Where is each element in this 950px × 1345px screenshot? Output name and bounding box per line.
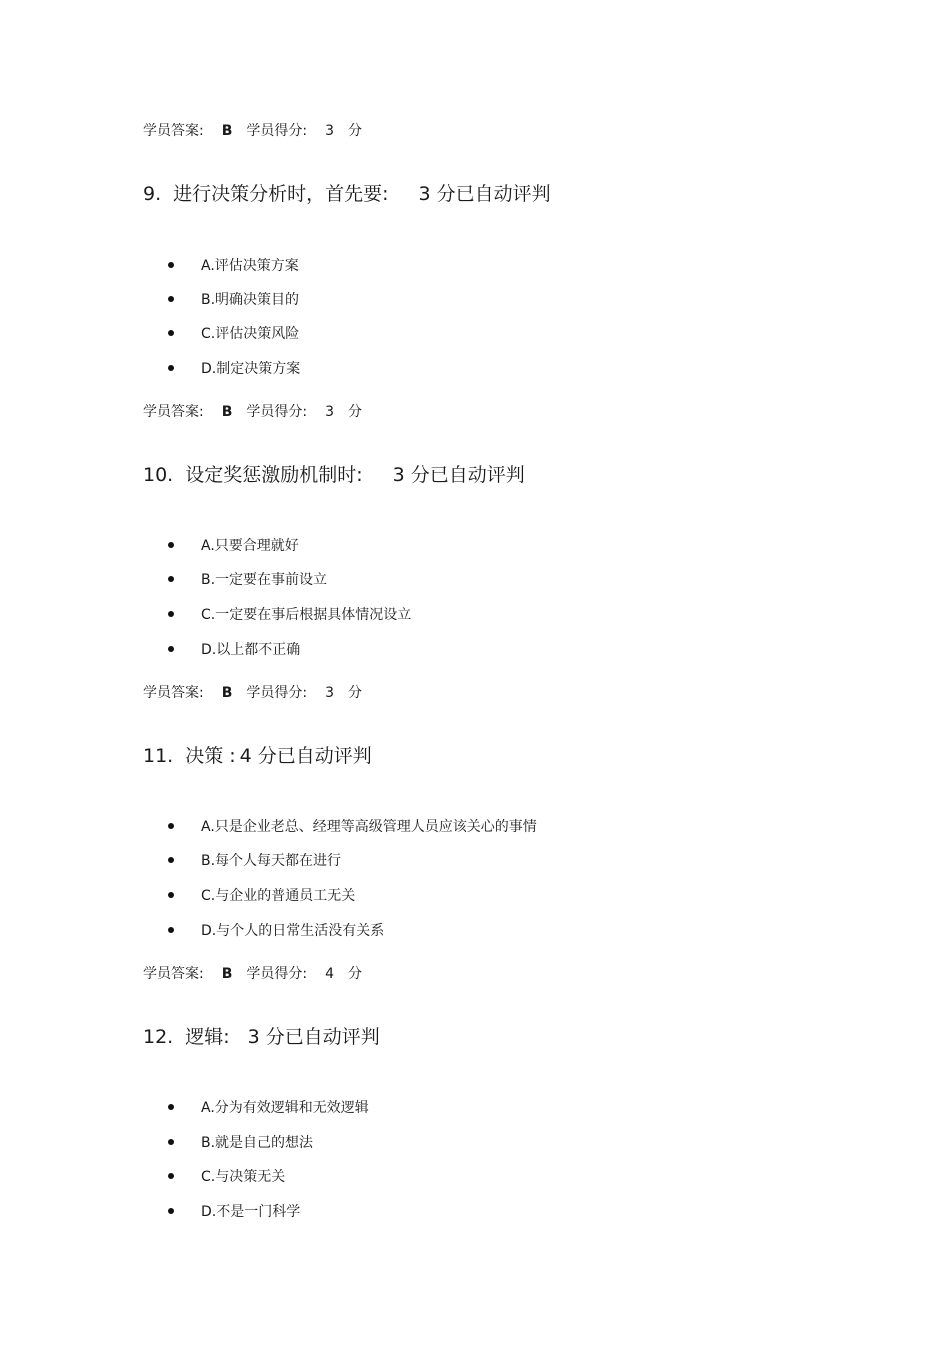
option-item	[168, 255, 299, 275]
option-text: B.就是自己的想法	[201, 1135, 314, 1151]
bullet-icon	[168, 542, 174, 548]
question-text: 设定奖惩激励机制时:	[185, 464, 363, 486]
option-item	[168, 358, 300, 378]
score-unit: 分	[348, 404, 363, 420]
question-title	[143, 460, 525, 487]
option-text: D.制定决策方案	[201, 361, 301, 377]
answer-key: B	[221, 404, 233, 420]
option-item	[168, 1132, 313, 1152]
option-text: D.不是一门科学	[201, 1204, 301, 1220]
question-title	[143, 1022, 380, 1049]
option-item	[168, 323, 299, 343]
answer-label: 学员答案:	[143, 404, 204, 420]
answer-line	[143, 963, 362, 983]
bullet-icon	[168, 892, 174, 898]
question-points: 4 分已自动评判	[239, 745, 372, 767]
answer-key: B	[221, 966, 233, 982]
question-number: 12.	[143, 1026, 174, 1048]
option-text: C.评估决策风险	[201, 326, 300, 342]
option-text: A.评估决策方案	[201, 258, 299, 274]
bullet-icon	[168, 296, 174, 302]
answer-label: 学员答案:	[143, 685, 204, 701]
question-points: 3 分已自动评判	[392, 464, 525, 486]
option-item	[168, 569, 327, 589]
bullet-icon	[168, 927, 174, 933]
bullet-icon	[168, 1173, 174, 1179]
question-text: 逻辑:	[185, 1026, 230, 1048]
option-text: C.与决策无关	[201, 1169, 286, 1185]
option-text: B.一定要在事前设立	[201, 572, 328, 588]
question-number: 9.	[143, 183, 162, 205]
question-points: 3 分已自动评判	[247, 1026, 380, 1048]
question-title	[143, 179, 551, 206]
score-value: 3	[325, 404, 335, 420]
bullet-icon	[168, 262, 174, 268]
option-item	[168, 535, 299, 555]
option-text: B.每个人每天都在进行	[201, 853, 342, 869]
option-text: D.与个人的日常生活没有关系	[201, 923, 385, 939]
score-unit: 分	[348, 685, 363, 701]
option-text: C.一定要在事后根据具体情况设立	[201, 607, 412, 623]
bullet-icon	[168, 646, 174, 652]
bullet-icon	[168, 1139, 174, 1145]
bullet-icon	[168, 365, 174, 371]
question-title	[143, 741, 372, 768]
score-label: 学员得分:	[246, 966, 308, 982]
option-item	[168, 604, 411, 624]
answer-key: B	[221, 123, 233, 139]
question-text: 进行决策分析时，首先要:	[173, 183, 389, 205]
bullet-icon	[168, 857, 174, 863]
score-value: 3	[325, 685, 335, 701]
option-item	[168, 289, 299, 309]
answer-line	[143, 120, 362, 140]
score-unit: 分	[348, 123, 363, 139]
score-value: 3	[325, 123, 335, 139]
option-item	[168, 639, 300, 659]
option-text: C.与企业的普通员工无关	[201, 888, 356, 904]
score-label: 学员得分:	[246, 123, 308, 139]
question-number: 10.	[143, 464, 174, 486]
bullet-icon	[168, 576, 174, 582]
score-unit: 分	[348, 966, 363, 982]
question-text: 决策 :	[185, 745, 236, 767]
answer-line	[143, 682, 362, 702]
option-text: A.只要合理就好	[201, 538, 299, 554]
option-item	[168, 885, 355, 905]
option-item	[168, 1166, 285, 1186]
question-points: 3 分已自动评判	[418, 183, 551, 205]
option-item	[168, 816, 537, 836]
bullet-icon	[168, 1104, 174, 1110]
score-label: 学员得分:	[246, 685, 308, 701]
bullet-icon	[168, 611, 174, 617]
option-text: D.以上都不正确	[201, 642, 301, 658]
option-text: A.只是企业老总、经理等高级管理人员应该关心的事情	[201, 819, 537, 835]
score-value: 4	[325, 966, 335, 982]
bullet-icon	[168, 330, 174, 336]
bullet-icon	[168, 1208, 174, 1214]
option-item	[168, 920, 384, 940]
score-label: 学员得分:	[246, 404, 308, 420]
option-text: A.分为有效逻辑和无效逻辑	[201, 1100, 369, 1116]
option-item	[168, 850, 341, 870]
option-text: B.明确决策目的	[201, 292, 300, 308]
answer-label: 学员答案:	[143, 123, 204, 139]
question-number: 11.	[143, 745, 174, 767]
bullet-icon	[168, 823, 174, 829]
answer-line	[143, 401, 362, 421]
answer-key: B	[221, 685, 233, 701]
option-item	[168, 1097, 369, 1117]
answer-label: 学员答案:	[143, 966, 204, 982]
option-item	[168, 1201, 300, 1221]
